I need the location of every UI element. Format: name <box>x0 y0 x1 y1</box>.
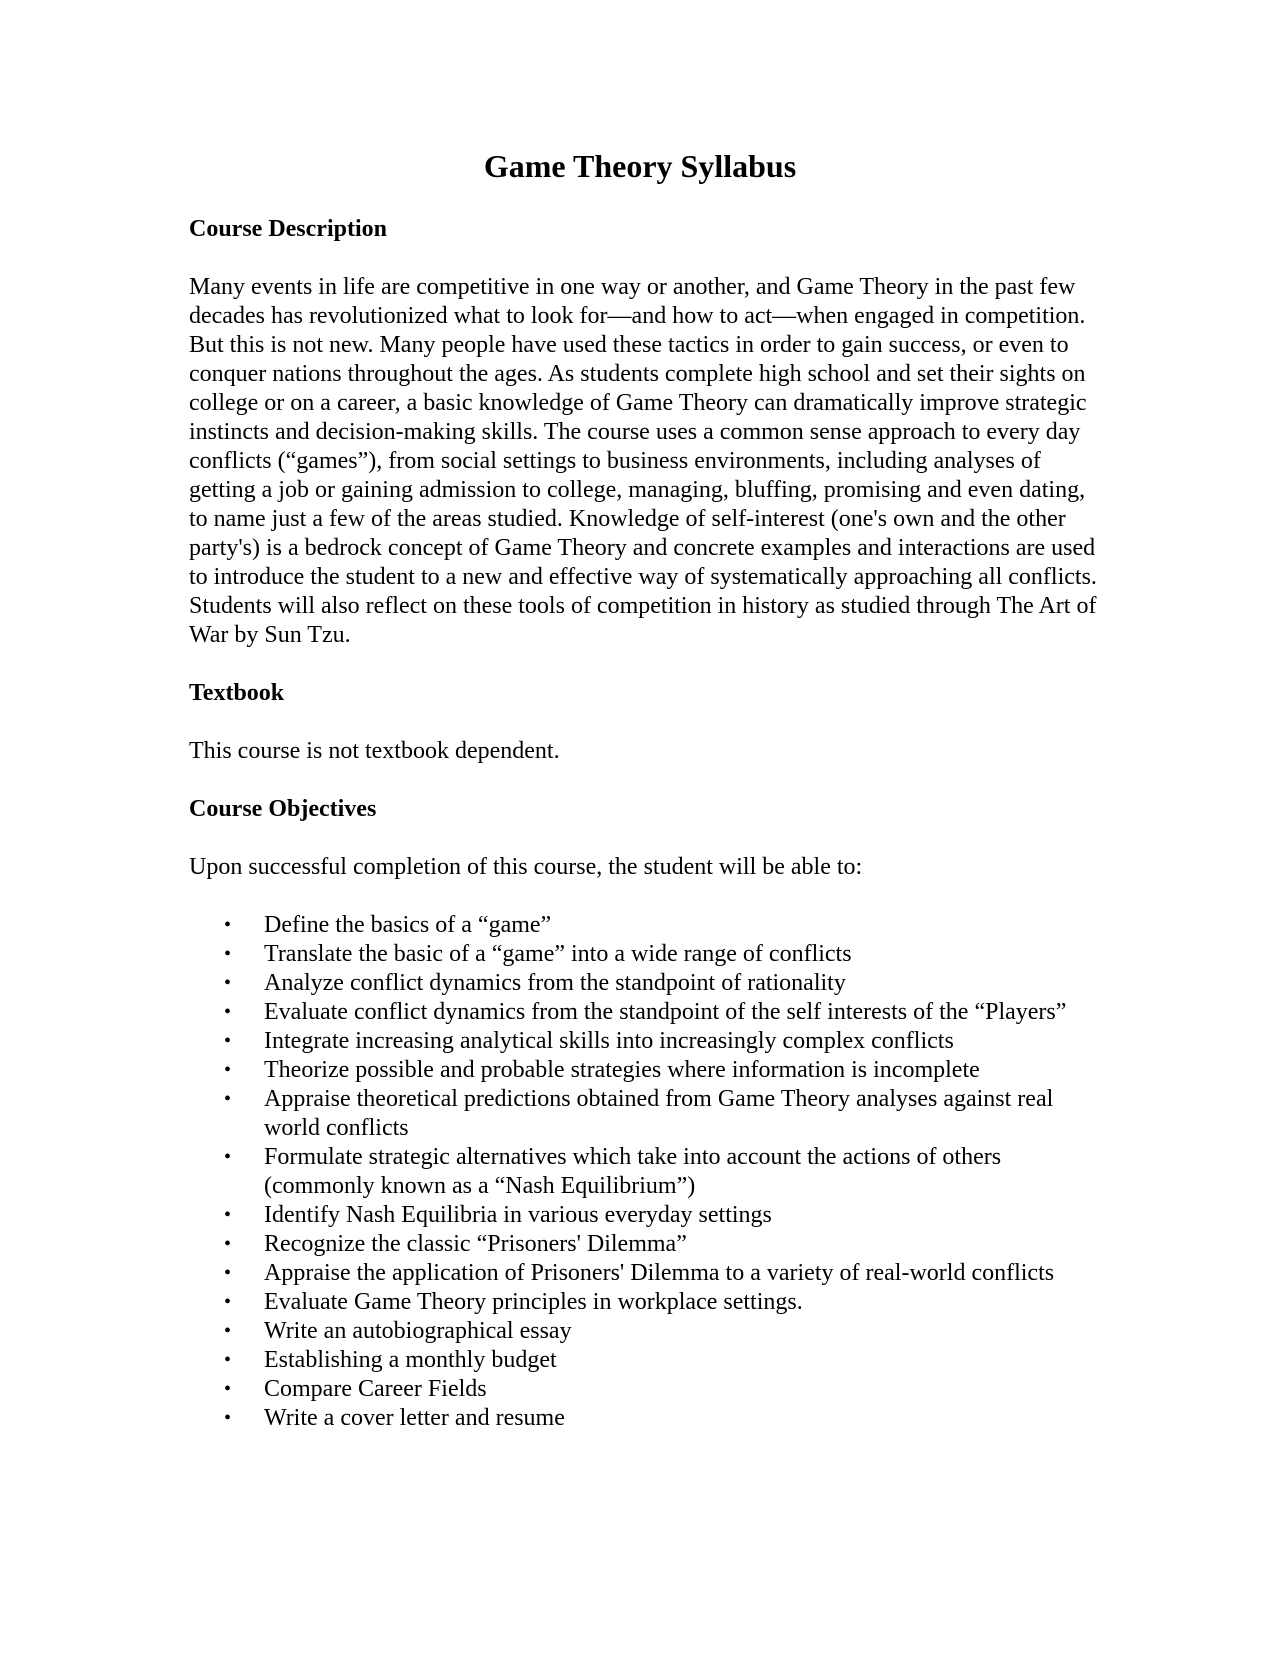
list-item <box>189 969 1099 998</box>
objective-text: Write a cover letter and resume <box>264 1405 565 1431</box>
textbook-heading: Textbook <box>189 680 285 706</box>
bullet-icon: • <box>224 1349 232 1371</box>
bullet-icon: • <box>224 1320 232 1342</box>
list-item <box>189 1056 1099 1085</box>
page-title: Game Theory Syllabus <box>483 148 797 184</box>
objective-text: Analyze conflict dynamics from the standpoint of rationality <box>264 970 846 996</box>
list-item <box>189 1346 1099 1375</box>
bullet-icon: • <box>224 1146 232 1168</box>
objective-text: Theorize possible and probable strategies where information is incomplete <box>264 1057 980 1083</box>
bullet-icon: • <box>224 914 232 936</box>
bullet-icon: • <box>224 1378 232 1400</box>
objective-text: Define the basics of a “game” <box>264 912 552 938</box>
list-item <box>189 1230 1099 1259</box>
document-body <box>189 215 1099 1433</box>
list-item <box>189 1375 1099 1404</box>
objective-text: Integrate increasing analytical skills into increasingly complex conflicts <box>264 1028 954 1054</box>
objective-text: Evaluate conflict dynamics from the standpoint of the self interests of the “Players” <box>264 999 1067 1025</box>
course-objectives-heading: Course Objectives <box>189 796 377 822</box>
list-item <box>189 911 1099 940</box>
list-item <box>189 940 1099 969</box>
objective-text: Evaluate Game Theory principles in workplace settings. <box>264 1289 803 1315</box>
list-item <box>189 1259 1099 1288</box>
list-item <box>189 998 1099 1027</box>
course-objectives-intro: Upon successful completion of this course, the student will be able to: <box>189 854 863 880</box>
list-item <box>189 1027 1099 1056</box>
list-item <box>189 1201 1099 1230</box>
bullet-icon: • <box>224 1233 232 1255</box>
objective-text: Write an autobiographical essay <box>264 1318 572 1344</box>
list-item <box>189 1317 1099 1346</box>
objective-text: Formulate strategic alternatives which take into account the actions of others (commonly known as a “Nash Equilibrium”) <box>264 1144 1002 1199</box>
objective-text: Appraise the application of Prisoners' Dilemma to a variety of real-world conflicts <box>264 1260 1055 1286</box>
objective-text: Translate the basic of a “game” into a wide range of conflicts <box>264 941 852 967</box>
list-item <box>189 1288 1099 1317</box>
course-description-heading: Course Description <box>189 216 387 242</box>
bullet-icon: • <box>224 1291 232 1313</box>
list-item <box>189 1143 1099 1201</box>
course-description-text: Many events in life are competitive in one way or another, and Game Theory in the past few decades has revolutionized what to look for—and how to act—when engaged in competition. But this is not new. Many people have used these tactics in order to gain success, or even to conquer nations throughout the ages. As students complete high school and set their sights on college or on a career, a basic knowledge of Game Theory can dramatically improve strategic instincts and decision-making skills. The course uses a common sense approach to every day conflicts (“games”), from social settings to business environments, including analyses of getting a job or gaining admission to college, managing, bluffing, promising and even dating, to name just a few of the areas studied. Knowledge of self-interest (one's own and the other party's) is a bedrock concept of Game Theory and concrete examples and interactions are used to introduce the student to a new and effective way of systematically approaching all conflicts. Students will also reflect on these tools of competition in history as studied through The Art of War by Sun Tzu. <box>189 274 1097 648</box>
objective-text: Appraise theoretical predictions obtained from Game Theory analyses against real world conflicts <box>264 1086 1054 1141</box>
objectives-list <box>189 911 1099 1433</box>
bullet-icon: • <box>224 1262 232 1284</box>
bullet-icon: • <box>224 943 232 965</box>
bullet-icon: • <box>224 1204 232 1226</box>
bullet-icon: • <box>224 1407 232 1429</box>
objective-text: Compare Career Fields <box>264 1376 487 1402</box>
bullet-icon: • <box>224 1088 232 1110</box>
textbook-text: This course is not textbook dependent. <box>189 738 560 764</box>
bullet-icon: • <box>224 972 232 994</box>
objective-text: Identify Nash Equilibria in various everyday settings <box>264 1202 772 1228</box>
objective-text: Recognize the classic “Prisoners' Dilemma” <box>264 1231 687 1257</box>
bullet-icon: • <box>224 1001 232 1023</box>
list-item <box>189 1404 1099 1433</box>
list-item <box>189 1085 1099 1143</box>
bullet-icon: • <box>224 1059 232 1081</box>
bullet-icon: • <box>224 1030 232 1052</box>
objective-text: Establishing a monthly budget <box>264 1347 557 1373</box>
